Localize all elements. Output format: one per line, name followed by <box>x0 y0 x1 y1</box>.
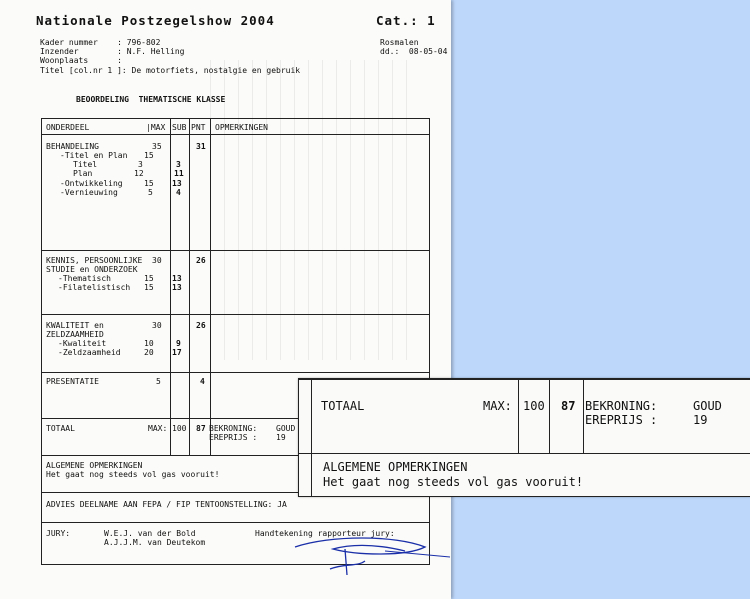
zoom-max: 100 <box>523 399 545 413</box>
col-onderdeel: ONDERDEEL <box>46 123 90 132</box>
presentatie-max: 5 <box>156 377 161 386</box>
zoom-inset <box>298 378 750 497</box>
row-label: Titel <box>73 160 98 169</box>
row-sub: 13 <box>172 274 182 283</box>
row-sub: 9 <box>176 339 181 348</box>
totaal-max-label: MAX: <box>148 424 168 433</box>
row-max: 10 <box>144 339 154 348</box>
behandeling-max: 35 <box>152 142 162 151</box>
row-label: -Filatelistisch <box>58 283 131 292</box>
remarks-title: ALGEMENE OPMERKINGEN <box>46 461 143 470</box>
jury-member: A.J.J.M. van Deutekom <box>104 538 206 547</box>
row-label: -Titel en Plan <box>60 151 128 160</box>
zoom-max-label: MAX: <box>483 399 512 413</box>
zoom-totaal-label: TOTAAL <box>321 399 365 413</box>
totaal-max: 100 <box>172 424 187 433</box>
presentatie-pnt: 4 <box>200 377 205 386</box>
kwaliteit-max: 30 <box>152 321 162 330</box>
inzender: Inzender : N.F. Helling <box>40 47 185 56</box>
row-max: 15 <box>144 283 154 292</box>
kwaliteit-pnt: 26 <box>196 321 206 330</box>
ereprijs-label: EREPRIJS : <box>209 433 258 442</box>
col-max: |MAX <box>146 123 166 132</box>
reverse-bleed-texture <box>210 60 410 360</box>
row-max: 15 <box>144 179 154 188</box>
row-max: 15 <box>144 151 154 160</box>
signature-label: Handtekening rapporteur jury: <box>255 529 395 538</box>
jury-member: W.E.J. van der Bold <box>104 529 196 538</box>
document-title: Nationale Postzegelshow 2004 <box>36 13 275 28</box>
zoom-remarks-title: ALGEMENE OPMERKINGEN <box>323 460 468 474</box>
col-opmerkingen: OPMERKINGEN <box>215 123 268 132</box>
jury-label: JURY: <box>46 529 71 538</box>
zoom-bekroning-label: BEKRONING: <box>585 399 658 413</box>
bekroning-label: BEKRONING: <box>209 424 258 433</box>
row-label: -Vernieuwing <box>60 188 118 197</box>
totaal-label: TOTAAL <box>46 424 75 433</box>
category-label: Cat.: 1 <box>376 13 436 28</box>
ereprijs-value: 19 <box>276 433 286 442</box>
row-label: -Ontwikkeling <box>60 179 123 188</box>
row-max: 5 <box>148 188 153 197</box>
col-sub: SUB <box>172 123 187 132</box>
exhibit-title: Titel [col.nr 1 ]: De motorfiets, nostalgie en gebruik <box>40 66 301 75</box>
remarks-text: Het gaat nog steeds vol gas vooruit! <box>46 470 220 479</box>
kennis-max: 30 <box>152 256 162 265</box>
bekroning-value: GOUD <box>276 424 296 433</box>
kwaliteit-label-2: ZELDZAAMHEID <box>46 330 104 339</box>
behandeling-pnt: 31 <box>196 142 206 151</box>
advies-line: ADVIES DEELNAME AAN FEPA / FIP TENTOONSTELLING: JA <box>46 500 287 509</box>
zoom-bekroning-value: GOUD <box>693 399 722 413</box>
zoom-remarks-text: Het gaat nog steeds vol gas vooruit! <box>323 475 584 489</box>
col-pnt: PNT <box>191 123 206 132</box>
totaal-pnt: 87 <box>196 424 206 433</box>
place: Rosmalen <box>380 38 419 47</box>
row-sub: 17 <box>172 348 182 357</box>
row-max: 3 <box>138 160 143 169</box>
signature-scribble <box>285 533 451 579</box>
zoom-pnt: 87 <box>561 399 576 413</box>
row-max: 12 <box>134 169 144 178</box>
row-sub: 3 <box>176 160 181 169</box>
row-label: -Kwaliteit <box>58 339 107 348</box>
presentatie-label: PRESENTATIE <box>46 377 99 386</box>
section-title: BEOORDELING THEMATISCHE KLASSE <box>76 95 226 104</box>
row-sub: 4 <box>176 188 181 197</box>
row-label: -Zeldzaamheid <box>58 348 121 357</box>
kader-number: Kader nummer : 796-802 <box>40 38 161 47</box>
kennis-label-2: STUDIE en ONDERZOEK <box>46 265 138 274</box>
behandeling-label: BEHANDELING <box>46 142 99 151</box>
row-sub: 13 <box>172 179 182 188</box>
kennis-label: KENNIS, PERSOONLIJKE <box>46 256 143 265</box>
row-label: -Thematisch <box>58 274 111 283</box>
zoom-ereprijs-label: EREPRIJS : <box>585 413 658 427</box>
row-sub: 11 <box>174 169 184 178</box>
zoom-ereprijs-value: 19 <box>693 413 708 427</box>
row-max: 15 <box>144 274 154 283</box>
kwaliteit-label: KWALITEIT en <box>46 321 104 330</box>
row-max: 20 <box>144 348 154 357</box>
row-sub: 13 <box>172 283 182 292</box>
row-label: Plan <box>73 169 93 178</box>
date: dd.: 08-05-04 <box>380 47 448 56</box>
kennis-pnt: 26 <box>196 256 206 265</box>
woonplaats: Woonplaats : <box>40 56 122 65</box>
